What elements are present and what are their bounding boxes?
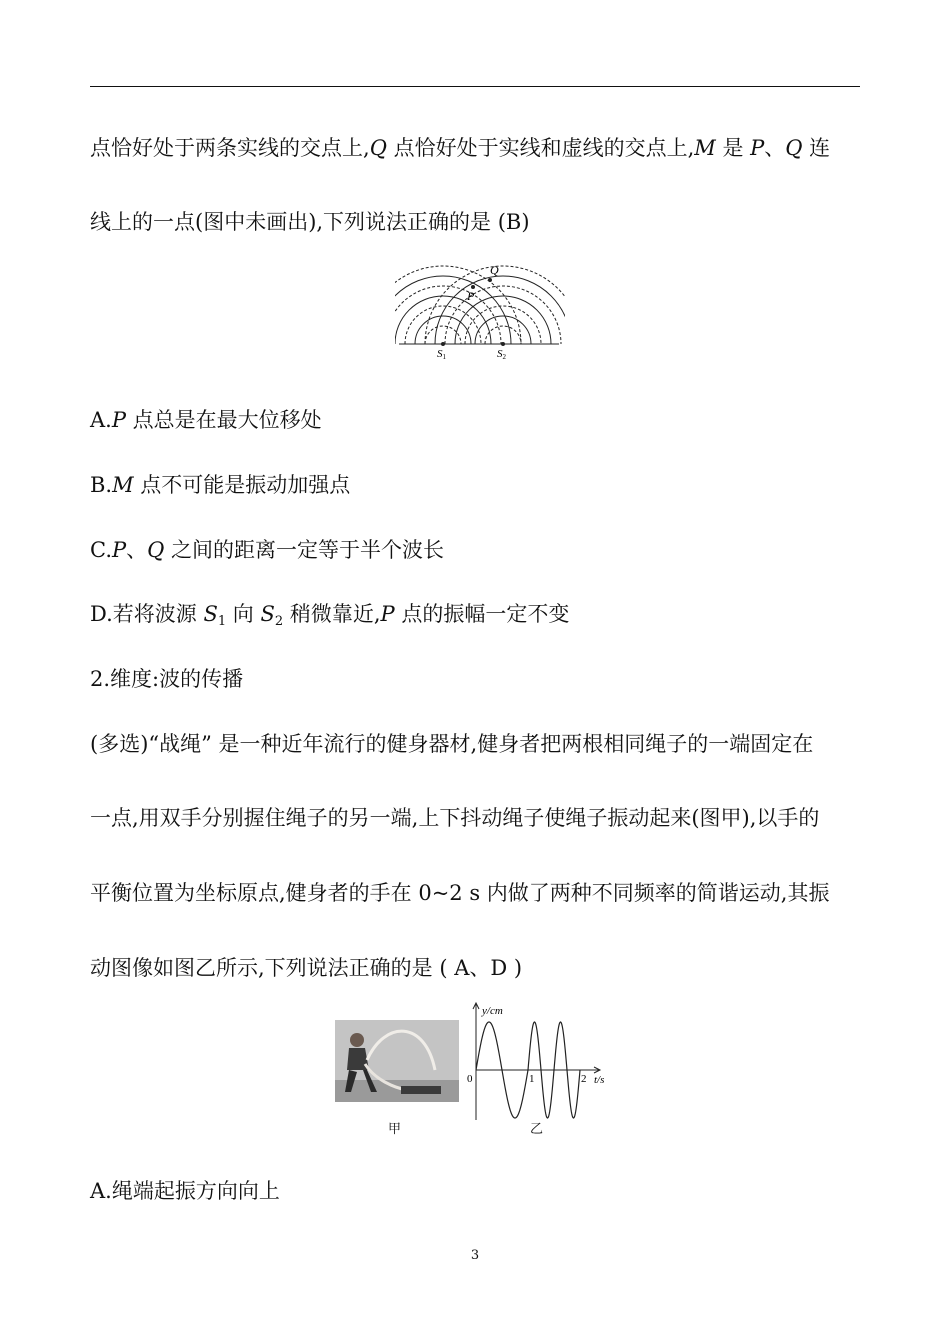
option-b: B.M 点不可能是振动加强点 — [90, 473, 351, 497]
interference-figure — [395, 258, 565, 362]
question2-line-1: (多选)“战绳” 是一种近年流行的健身器材,健身者把两根相同绳子的一端固定在 — [90, 732, 814, 756]
s2-wave-solid-2 — [455, 296, 551, 344]
x-tick-label-1: 1 — [529, 1073, 535, 1085]
s1-wave-solid-3 — [395, 276, 511, 344]
s1-wave-solid-2 — [395, 296, 491, 344]
x-tick-label-0: 0 — [467, 1073, 473, 1085]
header-rule — [90, 86, 860, 87]
battle-rope-photo — [335, 1020, 459, 1102]
s1-wave-solid-1 — [415, 316, 471, 344]
s1-label: S1 — [437, 348, 446, 361]
s2-point — [501, 342, 505, 346]
q-point — [488, 278, 492, 282]
question2-line-2: 一点,用双手分别握住绳子的另一端,上下抖动绳子使绳子振动起来(图甲),以手的 — [90, 806, 820, 830]
s2-wave-solid-1 — [475, 316, 531, 344]
s1-wave-dashed-3 — [395, 286, 501, 344]
option2-a: A.绳端起振方向向上 — [90, 1179, 280, 1203]
option-c: C.P、Q 之间的距离一定等于半个波长 — [90, 538, 445, 562]
page-number: 3 — [470, 1248, 480, 1263]
s2-label: S2 — [497, 348, 506, 361]
p-label: P — [467, 289, 475, 303]
option-a: A.P 点总是在最大位移处 — [90, 408, 322, 432]
s1-point — [441, 342, 445, 346]
question-text-line-1: 点恰好处于两条实线的交点上,Q 点恰好处于实线和虚线的交点上,M 是 P、Q 连 — [90, 136, 831, 160]
chart-caption: 乙 — [530, 1122, 544, 1137]
question2-line-3: 平衡位置为坐标原点,健身者的手在 0~2 s 内做了两种不同频率的简谐运动,其振 — [90, 881, 830, 905]
question2-line-4: 动图像如图乙所示,下列说法正确的是 ( A、D ) — [90, 956, 523, 980]
photo-caption: 甲 — [388, 1122, 402, 1137]
section-heading: 2.维度:波的传播 — [90, 667, 244, 691]
q-label: Q — [490, 263, 499, 277]
vibration-chart — [466, 1000, 616, 1122]
x-axis-label: t/s — [594, 1074, 605, 1086]
option-d: D.若将波源 $S_1$ 向 $S_2$ 稍微靠近,P 点的振幅一定不变 — [90, 602, 570, 629]
y-axis-label: y/cm — [482, 1005, 503, 1017]
x-tick-label-2: 2 — [581, 1073, 587, 1085]
question-text-line-2: 线上的一点(图中未画出),下列说法正确的是 (B) — [90, 210, 530, 234]
